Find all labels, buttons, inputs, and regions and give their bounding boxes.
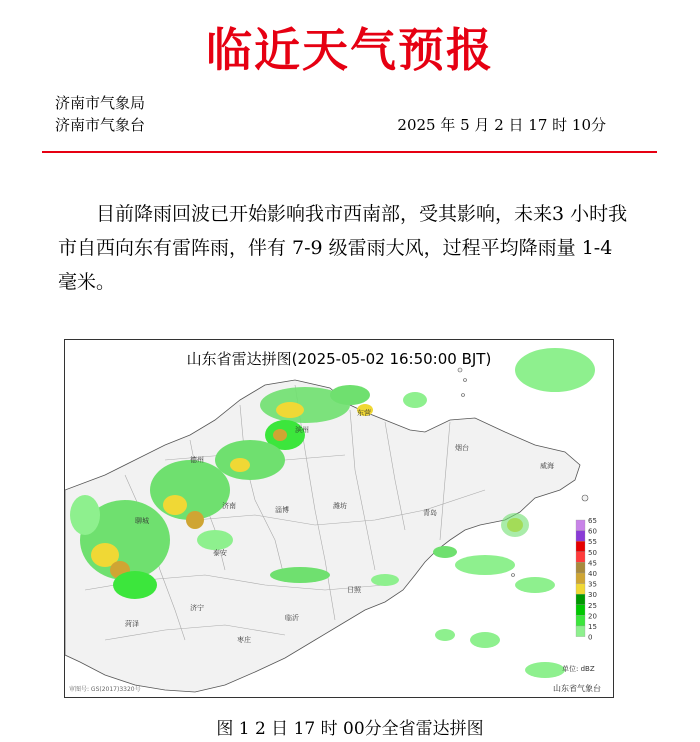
city-heze: 菏泽 [125,620,139,628]
page-title: 临近天气预报 [206,23,494,77]
issuer-observatory: 济南市气象台 [55,116,146,134]
forecast-text: 目前降雨回波已开始影响我市西南部，受其影响，未来3 小时我市自西向东有雷阵雨，伴有 7-9 级雷雨大风，过程平均降雨量 1-4 毫米。 [58,203,628,293]
issue-time: 2025 年 5 月 2 日 17 时 10分 [397,116,606,134]
legend-swatch [576,615,585,626]
legend-unit-label: 单位: dBZ [562,665,595,673]
city-weifang: 潍坊 [333,502,347,510]
legend-level-label: 65 [588,517,597,525]
radar-mosaic-figure [64,339,614,698]
legend-swatch [576,520,585,531]
dbz-legend [576,517,597,642]
legend-swatch [576,584,585,595]
city-rizhao: 日照 [347,586,361,594]
city-yantai: 烟台 [455,444,469,452]
legend-swatch [576,626,585,637]
city-linyi: 临沂 [285,614,299,622]
legend-level-label: 50 [588,548,597,557]
legend-level-label: 20 [588,612,597,621]
city-jinan: 济南 [222,502,236,510]
legend-swatch [576,605,585,616]
legend-level-label: 45 [588,559,597,568]
city-weihai: 威海 [540,462,554,470]
legend-level-label: 60 [588,527,597,536]
legend-swatch [576,552,585,563]
city-taian: 泰安 [213,549,227,557]
city-liaocheng: 聊城 [135,517,149,525]
header-divider [42,151,657,153]
city-jining: 济宁 [190,604,204,612]
legend-level-label: 40 [588,570,597,578]
city-dezhou: 德州 [190,456,204,464]
legend-swatch [576,562,585,573]
legend-swatch [576,573,585,584]
legend-level-label: 15 [588,623,597,631]
radar-map-title: 山东省雷达拼图(2025-05-02 16:50:00 BJT) [186,350,492,368]
figure-caption: 图 1 2 日 17 时 00分全省雷达拼图 [216,719,484,739]
map-credit: 山东省气象台 [553,684,601,693]
legend-level-label: 30 [588,591,597,600]
legend-swatch [576,531,585,542]
legend-level-label: 35 [588,580,597,589]
city-binzhou: 滨州 [295,426,309,434]
map-approval-note: 审图号: GS(2017)3320号 [69,686,141,693]
city-dongying: 东营 [357,409,371,417]
legend-level-label: 55 [588,538,597,547]
city-qingdao: 青岛 [423,509,437,517]
legend-level-label: 0 [588,633,593,642]
city-zaozhuang: 枣庄 [237,636,251,644]
radar-map-svg [65,340,613,697]
legend-swatch [576,594,585,605]
issuer-bureau: 济南市气象局 [55,94,146,112]
city-zibo: 淄博 [275,506,289,514]
legend-level-label: 25 [588,601,597,610]
legend-swatch [576,541,585,552]
